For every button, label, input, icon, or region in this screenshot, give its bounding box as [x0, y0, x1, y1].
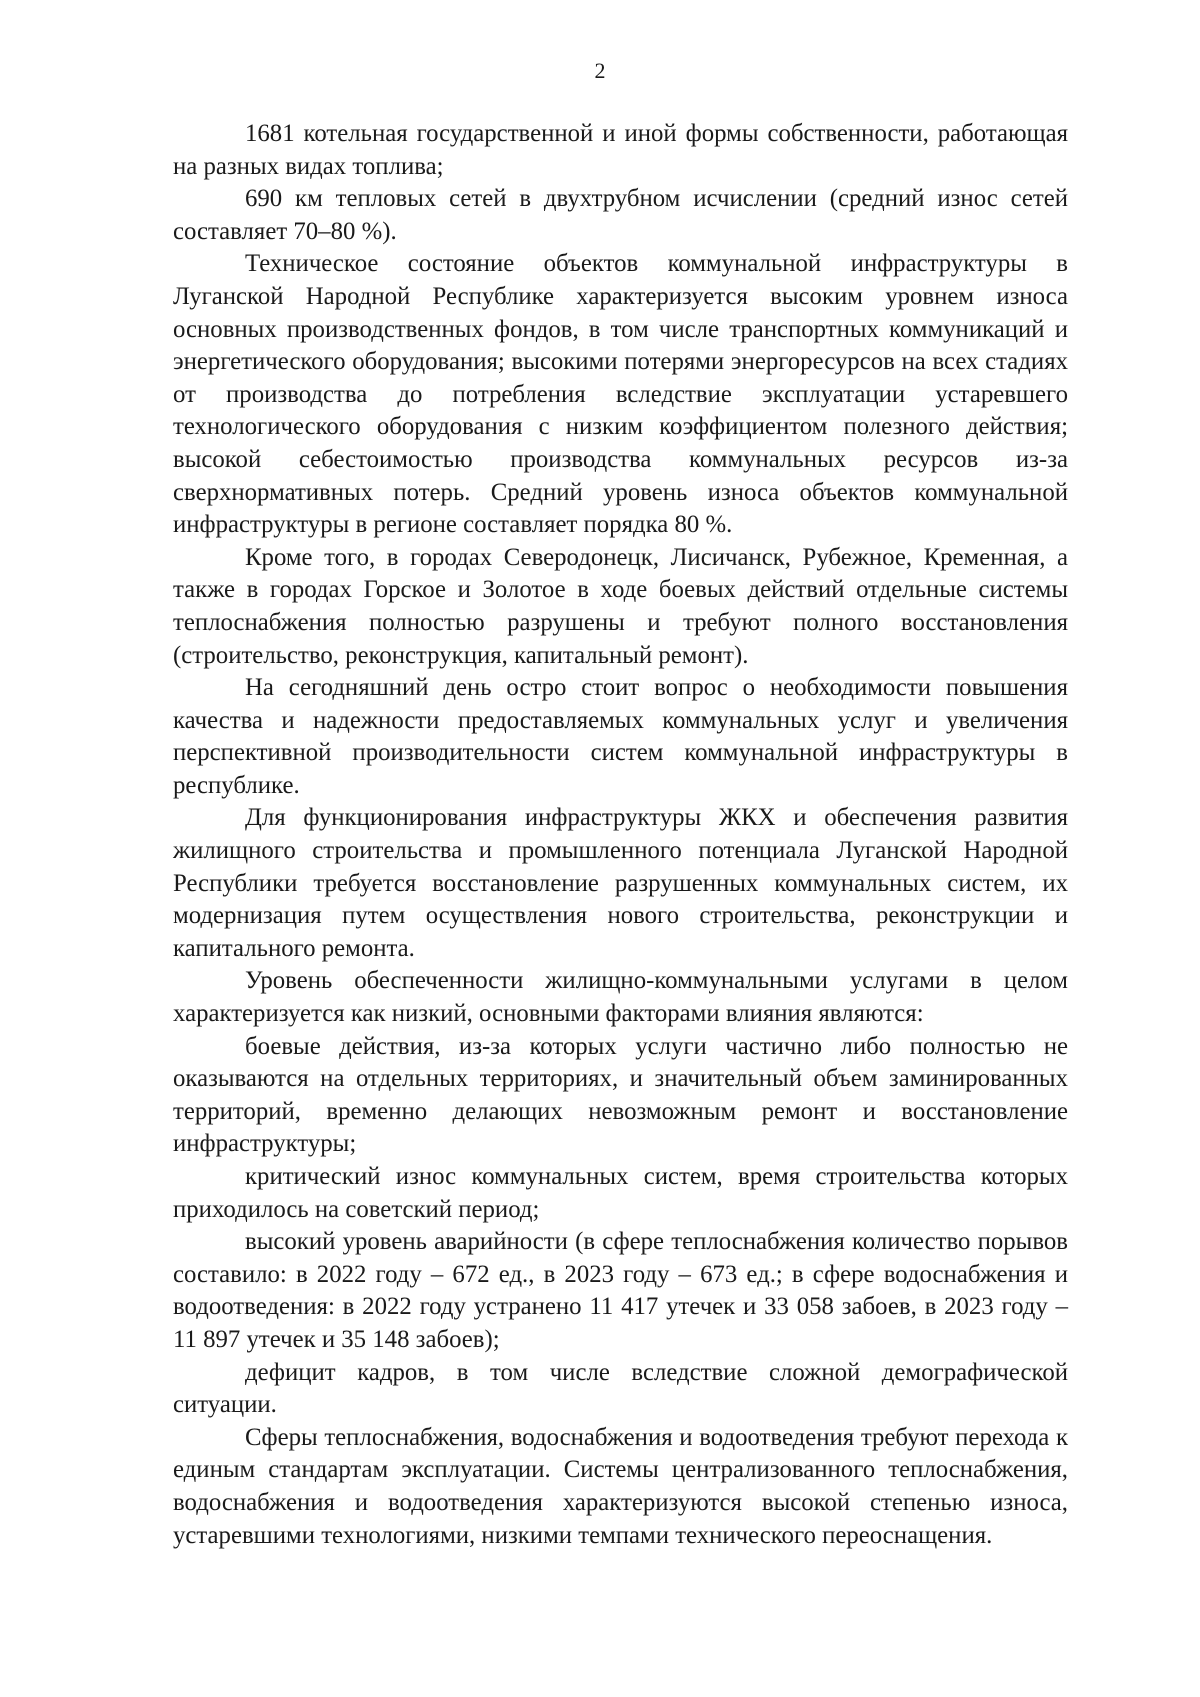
paragraph-infrastructure-development: Для функционирования инфраструктуры ЖКХ и обеспечения развития жилищного строительства и промышленного потенциала Луганской Народной Республики требуется восстановление разрушенных коммунальных систем, их модернизация путем осуществления нового строительства, реконструкции и капитального ремонта.	[173, 804, 1068, 962]
paragraph-service-quality: На сегодняшний день остро стоит вопрос о необходимости повышения качества и надежности предоставляемых коммунальных услуг и увеличения перспективной производительности систем коммунальной инфраструктуры в республике.	[173, 674, 1068, 799]
paragraph-technical-condition: Техническое состояние объектов коммунальной инфраструктуры в Луганской Народной Республике характеризуется высоким уровнем износа основных производственных фондов, в том числе транспортных коммуникаций и энергетического оборудования; высокими потерями энергоресурсов на всех стадиях от производства до потребления вследствие эксплуатации устаревшего технологического оборудования с низким коэффициентом полезного действия; высокой себестоимостью производства коммунальных ресурсов из-за сверхнормативных потерь. Средний уровень износа объектов коммунальной инфраструктуры в регионе составляет порядка 80 %.	[173, 250, 1068, 539]
paragraph-boiler-houses: 1681 котельная государственной и иной формы собственности, работающая на разных видах топлива;	[173, 120, 1068, 180]
paragraph-factor-staff-shortage: дефицит кадров, в том числе вследствие сложной демографической ситуации.	[173, 1358, 1068, 1419]
document-body	[173, 118, 1068, 1552]
paragraph-factor-accidents: высокий уровень аварийности (в сфере теплоснабжения количество порывов составило: в 2022 году – 672 ед., в 2023 году – 673 ед.; в сфере водоснабжения и водоотведения: в 2022 году устранено 11 417 утечек и 33 058 забоев, в 2023 году – 11 897 утечек и 35 148 забоев);	[173, 1228, 1068, 1353]
paragraph-standards: Сферы теплоснабжения, водоснабжения и водоотведения требуют перехода к единым стандартам эксплуатации. Системы централизованного теплоснабжения, водоснабжения и водоотведения характеризуются высокой степенью износа, устаревшими технологиями, низкими темпами технического переоснащения.	[173, 1423, 1068, 1549]
paragraph-heat-networks: 690 км тепловых сетей в двухтрубном исчислении (средний износ сетей составляет 70–80 %).	[173, 185, 1068, 245]
paragraph-factor-wear: критический износ коммунальных систем, время строительства которых приходилось на советский период;	[173, 1163, 1068, 1223]
page-number: 2	[594, 58, 606, 83]
paragraph-factor-hostilities: боевые действия, из-за которых услуги частично либо полностью не оказываются на отдельных территориях, и значительный объем заминированных территорий, временно делающих невозможным ремонт и восстановление инфраструктуры;	[173, 1032, 1068, 1158]
paragraph-destroyed-systems: Кроме того, в городах Северодонецк, Лисичанск, Рубежное, Кременная, а также в городах Горское и Золотое в ходе боевых действий отдельные системы теплоснабжения полностью разрушены и требуют полного восстановления (строительство, реконструкция, капитальный ремонт).	[173, 543, 1068, 669]
paragraph-service-level: Уровень обеспеченности жилищно-коммунальными услугами в целом характеризуется как низкий, основными факторами влияния являются:	[173, 967, 1068, 1028]
